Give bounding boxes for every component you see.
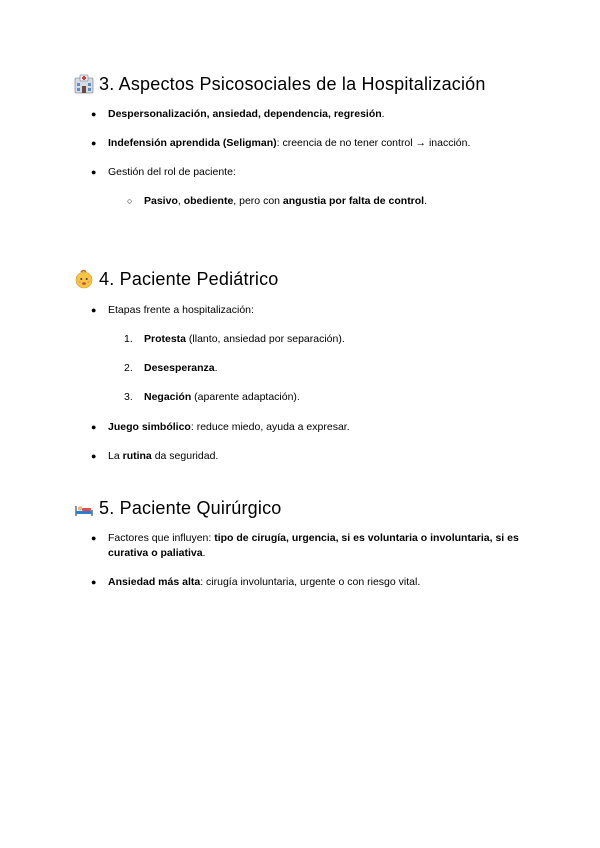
section-title: 3. Aspectos Psicosociales de la Hospitalización	[99, 73, 486, 94]
item-text: .	[381, 108, 385, 120]
item-number: 2.	[124, 362, 133, 374]
section-quirurgico	[74, 496, 560, 520]
item-bold: Indefensión aprendida (Seligman)	[108, 137, 277, 149]
item-text: (llanto, ansiedad por separación).	[186, 333, 345, 345]
bullet: ●	[91, 577, 97, 587]
section-title: 4. Paciente Pediátrico	[99, 268, 279, 289]
bullet: ●	[91, 422, 97, 432]
list-item	[91, 420, 548, 435]
list-item	[91, 165, 548, 180]
item-bold: Pasivo	[144, 195, 178, 207]
bullet: ●	[91, 109, 97, 119]
patient-in-bed-icon	[74, 498, 94, 518]
circle-bullet: ○	[127, 196, 133, 206]
item-number: 1.	[124, 333, 133, 345]
section-heading	[74, 496, 560, 520]
section-pediatrico	[74, 267, 560, 291]
item-text: (aparente adaptación).	[191, 391, 300, 403]
item-bold: Protesta	[144, 333, 187, 345]
item-text: : creencia de no tener control → inacción.	[276, 137, 471, 149]
bullet: ●	[91, 167, 97, 177]
numbered-item	[124, 361, 544, 376]
baby-icon	[74, 269, 94, 289]
item-bold: Despersonalización, ansiedad, dependencia, regresión	[108, 108, 382, 120]
bullet: ●	[91, 533, 97, 543]
section-heading	[74, 72, 560, 96]
list-item	[91, 449, 548, 464]
item-text: , pero con	[233, 195, 283, 207]
item-text: .	[424, 195, 428, 207]
list-item	[91, 531, 533, 561]
hospital-icon	[74, 74, 94, 94]
item-text: : reduce miedo, ayuda a expresar.	[190, 421, 350, 433]
item-text: Gestión del rol de paciente:	[108, 166, 236, 178]
item-bold: Desesperanza	[144, 362, 215, 374]
list-item	[91, 575, 548, 590]
item-bold: Juego simbólico	[108, 421, 191, 433]
item-text: .	[214, 362, 218, 374]
sub-list-item	[127, 194, 544, 209]
section-heading	[74, 267, 560, 291]
item-bold: Ansiedad más alta	[108, 576, 201, 588]
numbered-item	[124, 332, 544, 347]
item-bold: obediente	[183, 195, 234, 207]
item-bold: rutina	[122, 450, 152, 462]
item-text: : cirugía involuntaria, urgente o con riesgo vital.	[200, 576, 421, 588]
section-psicosociales	[74, 72, 560, 96]
bullet: ●	[91, 451, 97, 461]
item-text: Factores que influyen:	[108, 532, 215, 544]
item-bold: tipo de cirugía, urgencia, si es voluntaria o involuntaria, si es curativa o paliativa	[108, 532, 519, 559]
bullet: ●	[91, 138, 97, 148]
list-item	[91, 136, 548, 151]
list-item	[91, 303, 548, 318]
item-number: 3.	[124, 391, 133, 403]
item-text: La	[108, 450, 123, 462]
item-bold: Negación	[144, 391, 192, 403]
item-bold: angustia por falta de control	[282, 195, 425, 207]
list-item	[91, 107, 548, 122]
item-text: da seguridad.	[151, 450, 219, 462]
numbered-item	[124, 390, 544, 405]
section-title: 5. Paciente Quirúrgico	[99, 497, 282, 518]
bullet: ●	[91, 305, 97, 315]
item-text: .	[202, 547, 206, 559]
item-text: Etapas frente a hospitalización:	[108, 304, 254, 316]
item-text: ,	[177, 195, 184, 207]
